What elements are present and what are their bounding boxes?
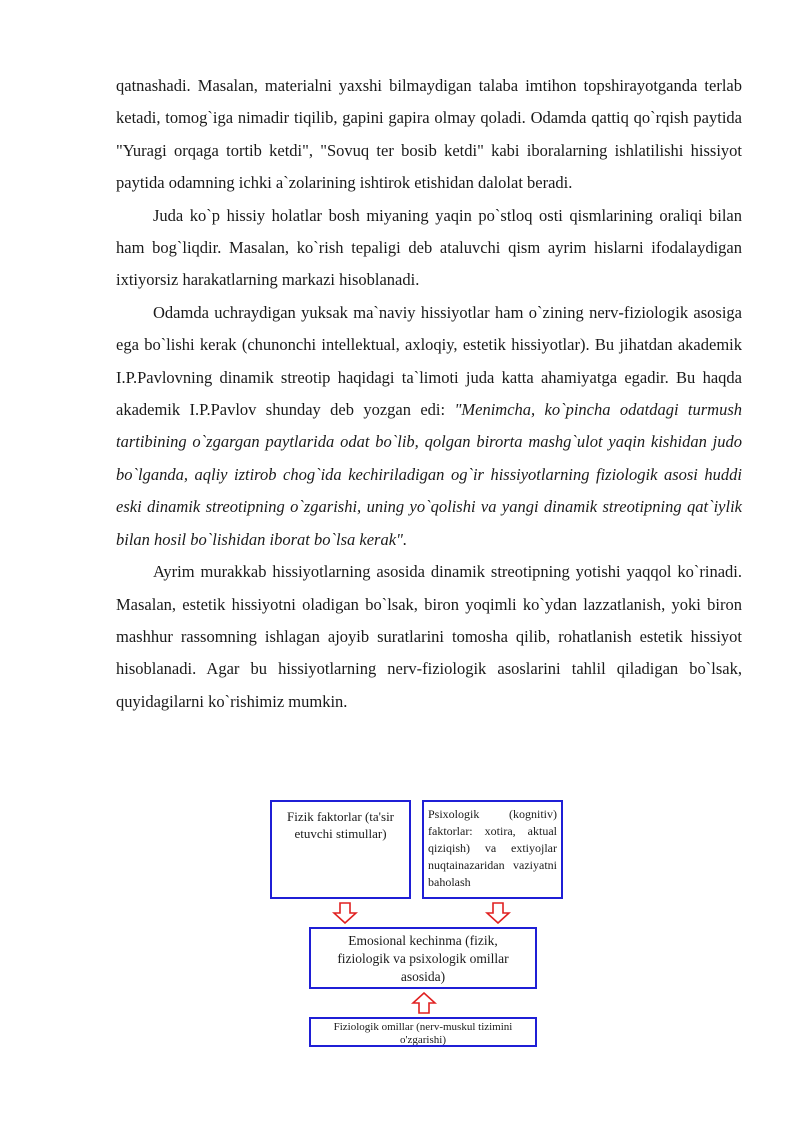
paragraph-4: Ayrim murakkab hissiyotlarning asosida dinamik streotipning yotishi yaqqol ko`rinadi. Masalan, estetik hissiyotni oladigan bo`lsak, biron yoqimli ko`ydan lazzatlanish, yoki biron mashhur rassomning ishlagan ajoyib suratlarini tomosha qilib, rohatlanish estetik hissiyot hisoblanadi. Agar bu hissiyotlarning nerv-fiziologik asoslarini tahlil qiladigan bo`lsak, quyidagilarni ko`rishimiz mumkin. bbox=[116, 562, 742, 711]
psychological-factors-box: Psixologik (kognitiv) faktorlar: xotira, aktual qiziqish) va extiyojlar nuqtainazaridan vaziyatni baholash bbox=[422, 800, 563, 899]
physical-factors-box: Fizik faktorlar (ta'sir etuvchi stimullar) bbox=[270, 800, 411, 899]
paragraph-3-text: Odamda uchraydigan yuksak ma`naviy hissiyotlar ham o`zining nerv-fiziologik asosiga ega bo`lishi kerak (chunonchi intellektual, axloqiy, estetik hissiyotlar). Bu jihatdan akademik I.P.Pavlovning dinamik streotip haqidagi ta`limoti juda katta ahamiyatga egadir. Bu haqda akademik I.P.Pavlov shunday deb yozgan edi: bbox=[116, 302, 742, 420]
physiological-factors-box: Fiziologik omillar (nerv-muskul tizimini o'zgarishi) bbox=[309, 1017, 537, 1047]
paragraph-2: Juda ko`p hissiy holatlar bosh miyaning yaqin po`stloq osti qismlarining oraliqi bilan ham bog`liqdir. Masalan, ko`rish tepaligi deb ataluvchi qism ayrim hislarni ifodalaydigan ixtiyorsiz harakatlarning markazi hisoblanadi. bbox=[116, 205, 742, 290]
emotional-experience-box: Emosional kechinma (fizik, fiziologik va psixologik omillar asosida) bbox=[309, 927, 537, 989]
paragraph-1: qatnashadi. Masalan, materialni yaxshi bilmaydigan talaba imtihon topshirayotganda terlab ketadi, tomog`iga nimadir tiqilib, gapini gapira olmay qoladi. Odamda qattiq qo`rqish paytida "Yuragi orqaga tortib ketdi", "Sovuq ter bosib ketdi" kabi iboralarning ishlatilishi hissiyot paytida odamning ichki a`zolarining ishtirok etishidan dalolat beradi. bbox=[116, 76, 742, 193]
down-arrow-right-icon bbox=[485, 902, 511, 924]
up-arrow-icon bbox=[411, 992, 437, 1014]
pavlov-quote: "Menimcha, ko`pincha odatdagi turmush tartibining o`zgargan paytlarida odat bo`lib, qolgan birorta mashg`ulot yaqin kishidan judo bo`lganda, aqliy iztirob chog`ida kechiriladigan og`ir hissiyotlarning fiziologik asosi huddi eski dinamik streotipning o`zgarishi, uning yo`qolishi va yangi dinamik streotipning qat`iylik bilan hosil bo`lishidan iborat bo`lsa kerak". bbox=[116, 400, 742, 549]
paragraph-3 bbox=[116, 297, 742, 556]
down-arrow-left-icon bbox=[332, 902, 358, 924]
body-text bbox=[116, 70, 742, 718]
